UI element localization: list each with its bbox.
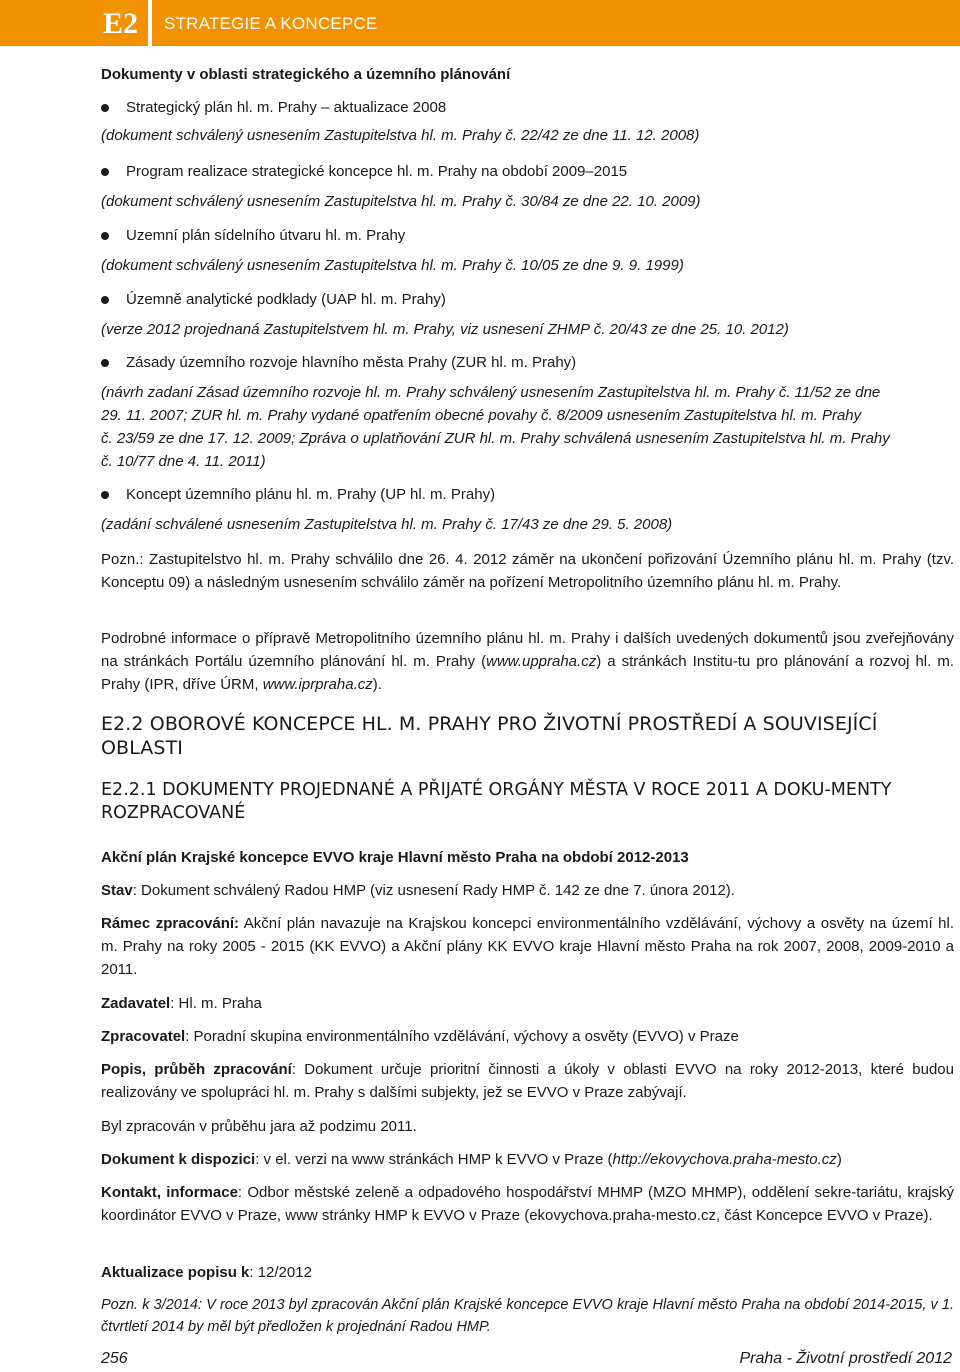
list-item-note: (zadání schválené usnesením Zastupitelstva hl. m. Prahy č. 17/43 ze dne 29. 5. 2008) [101, 516, 673, 533]
zpracovatel-value: : Poradní skupina environmentálního vzdělávání, výchovy a osvěty (EVVO) v Praze [185, 1028, 739, 1045]
iprpraha-link[interactable]: www.iprpraha.cz [262, 676, 373, 693]
subsection-heading: E2.2.1 DOKUMENTY PROJEDNANÉ A PŘIJATÉ ORGÁNY MĚSTA V ROCE 2011 A DOKU-MENTY ROZPRACOVANÉ [101, 780, 892, 823]
ramec-value: Akční plán navazuje na Krajskou koncepci environmentálního vzdělávání, výchovy a osvěty na území hl. m. Prahy na roky 2005 - 2015 (KK EVVO) a Akční plány KK EVVO kraje Hlavní město Praha na rok 2007, 2008, 2009-2010 a 2011. [101, 915, 954, 978]
publication-title: Praha - Životní prostředí 2012 [739, 1350, 952, 1367]
list-item-note: (dokument schválený usnesením Zastupitelstva hl. m. Prahy č. 22/42 ze dne 11. 12. 2008) [101, 127, 700, 144]
bullet-icon [101, 104, 109, 112]
chapter-title-band [152, 0, 960, 46]
ekovychova-link[interactable]: http://ekovychova.praha-mesto.cz [612, 1151, 837, 1168]
dispozici-row [101, 1148, 954, 1171]
list-item-note: (dokument schválený usnesením Zastupitelstva hl. m. Prahy č. 30/84 ze dne 22. 10. 2009) [101, 193, 701, 210]
chapter-title: STRATEGIE A KONCEPCE [164, 14, 378, 33]
list-item: Uzemní plán sídelního útvaru hl. m. Prahy [126, 227, 406, 244]
zpracovatel-row [101, 1025, 954, 1048]
plan-title: Akční plán Krajské koncepce EVVO kraje Hlavní město Praha na období 2012-2013 [101, 849, 689, 866]
bullet-icon [101, 491, 109, 499]
ramec-row [101, 912, 954, 981]
zpracovatel-label: Zpracovatel [101, 1028, 186, 1045]
zpracovan-text: Byl zpracován v průběhu jara až podzimu 2011. [101, 1118, 417, 1135]
list-item: Územně analytické podklady (UAP hl. m. Prahy) [126, 291, 446, 308]
chapter-code: E2 [103, 7, 139, 40]
aktualizace-value: : 12/2012 [249, 1264, 312, 1281]
list-item-note: (návrh zadaní Zásad územního rozvoje hl. m. Prahy schválený usnesením Zastupitelstva hl. m. Prahy č. 11/52 ze dne [101, 384, 881, 401]
list-item: Koncept územního plánu hl. m. Prahy (UP hl. m. Prahy) [126, 486, 496, 503]
kontakt-label: Kontakt, informace [101, 1184, 238, 1201]
dispozici-value: : v el. verzi na www stránkách HMP k EVVO v Praze ( [255, 1151, 613, 1168]
page-number: 256 [101, 1350, 128, 1367]
page-header [0, 0, 960, 46]
list-item-note: (verze 2012 projednaná Zastupitelstvem hl. m. Prahy, viz usnesení ZHMP č. 20/43 ze dne 25. 10. 2012) [101, 321, 789, 338]
zadavatel-label: Zadavatel [101, 995, 171, 1012]
stav-label: Stav [101, 882, 133, 899]
list-item: Zásady územního rozvoje hlavního města Prahy (ZUR hl. m. Prahy) [126, 354, 577, 371]
chapter-code-box [0, 0, 148, 46]
popis-value: : Dokument určuje prioritní činnosti a úkoly v oblasti EVVO na roky 2012-2013, které budou realizovány ve spolupráci hl. m. Prahy s dalšími subjekty, jež se EVVO v Praze zabývají. [101, 1061, 954, 1101]
aktualizace-label: Aktualizace popisu k [101, 1264, 250, 1281]
bullet-icon [101, 232, 109, 240]
bullet-icon [101, 168, 109, 176]
list-item: Program realizace strategické koncepce hl. m. Prahy na období 2009–2015 [126, 163, 628, 180]
kontakt-value: : Odbor městské zeleně a odpadového hospodářství MHMP (MZO MHMP), oddělení sekre-tariátu, krajský koordinátor EVVO v Praze, www stránky HMP k EVVO v Praze (ekovychova.praha-mesto.cz, část Koncepce EVVO v Praze). [101, 1184, 954, 1224]
kontakt-row [101, 1181, 954, 1227]
list-item: Strategický plán hl. m. Prahy – aktualizace 2008 [126, 99, 447, 116]
section-heading: E2.2 OBOROVÉ KONCEPCE HL. M. PRAHY PRO ŽIVOTNÍ PROSTŘEDÍ A SOUVISEJÍCÍ OBLASTI [101, 713, 878, 759]
list-item-note: 29. 11. 2007; ZUR hl. m. Prahy vydané opatřením obecné povahy č. 8/2009 usnesením Zastupitelstva hl. m. Prahy [101, 407, 862, 424]
bullet-icon [101, 296, 109, 304]
popis-row [101, 1058, 954, 1104]
info-text: Podrobné informace o přípravě Metropolitního územního plánu hl. m. Prahy i dalších uvedených dokumentů jsou zveřejňovány na stránkách Portálu územního plánování hl. m. Prahy ( [101, 630, 954, 670]
aktualizace-row [101, 1261, 954, 1284]
zadavatel-row [101, 992, 954, 1015]
info-text: ) a stránkách Institu-tu pro plánování a rozvoj hl. m. Prahy (IPR, dříve ÚRM, [101, 653, 954, 693]
zadavatel-value: : Hl. m. Praha [170, 995, 262, 1012]
info-paragraph [101, 627, 954, 696]
plan-note: Pozn. k 3/2014: V roce 2013 byl zpracován Akční plán Krajské koncepce EVVO kraje Hlavní město Praha na období 2014-2015, v 1. čtvrtletí 2014 by měl být předložen k projednání Radou HMP. [101, 1297, 954, 1335]
stav-value: : Dokument schválený Radou HMP (viz usnesení Rady HMP č. 142 ze dne 7. února 2012). [132, 882, 735, 899]
intro-heading: Dokumenty v oblasti strategického a územního plánování [101, 66, 511, 83]
bullet-icon [101, 359, 109, 367]
popis-label: Popis, průběh zpracování [101, 1061, 292, 1078]
list-item-note: č. 10/77 dne 4. 11. 2011) [101, 453, 266, 470]
pozn-paragraph: Pozn.: Zastupitelstvo hl. m. Prahy schválilo dne 26. 4. 2012 záměr na ukončení pořizování Územního plánu hl. m. Prahy (tzv. Konceptu 09) a následným usnesením schválilo záměr na pořízení Metropolitního územního plánu hl. m. Prahy. [101, 551, 954, 591]
info-text: ). [372, 676, 382, 693]
list-item-note: č. 23/59 ze dne 17. 12. 2009; Zpráva o uplatňování ZUR hl. m. Prahy schválená usnesením Zastupitelstva hl. m. Prahy [101, 430, 890, 447]
uppraha-link[interactable]: www.uppraha.cz [486, 653, 597, 670]
ramec-label: Rámec zpracování: [101, 915, 240, 932]
list-item-note: (dokument schválený usnesením Zastupitelstva hl. m. Prahy č. 10/05 ze dne 9. 9. 1999) [101, 257, 684, 274]
dispozici-end: ) [836, 1151, 842, 1168]
dispozici-label: Dokument k dispozici [101, 1151, 256, 1168]
stav-row [101, 879, 954, 902]
